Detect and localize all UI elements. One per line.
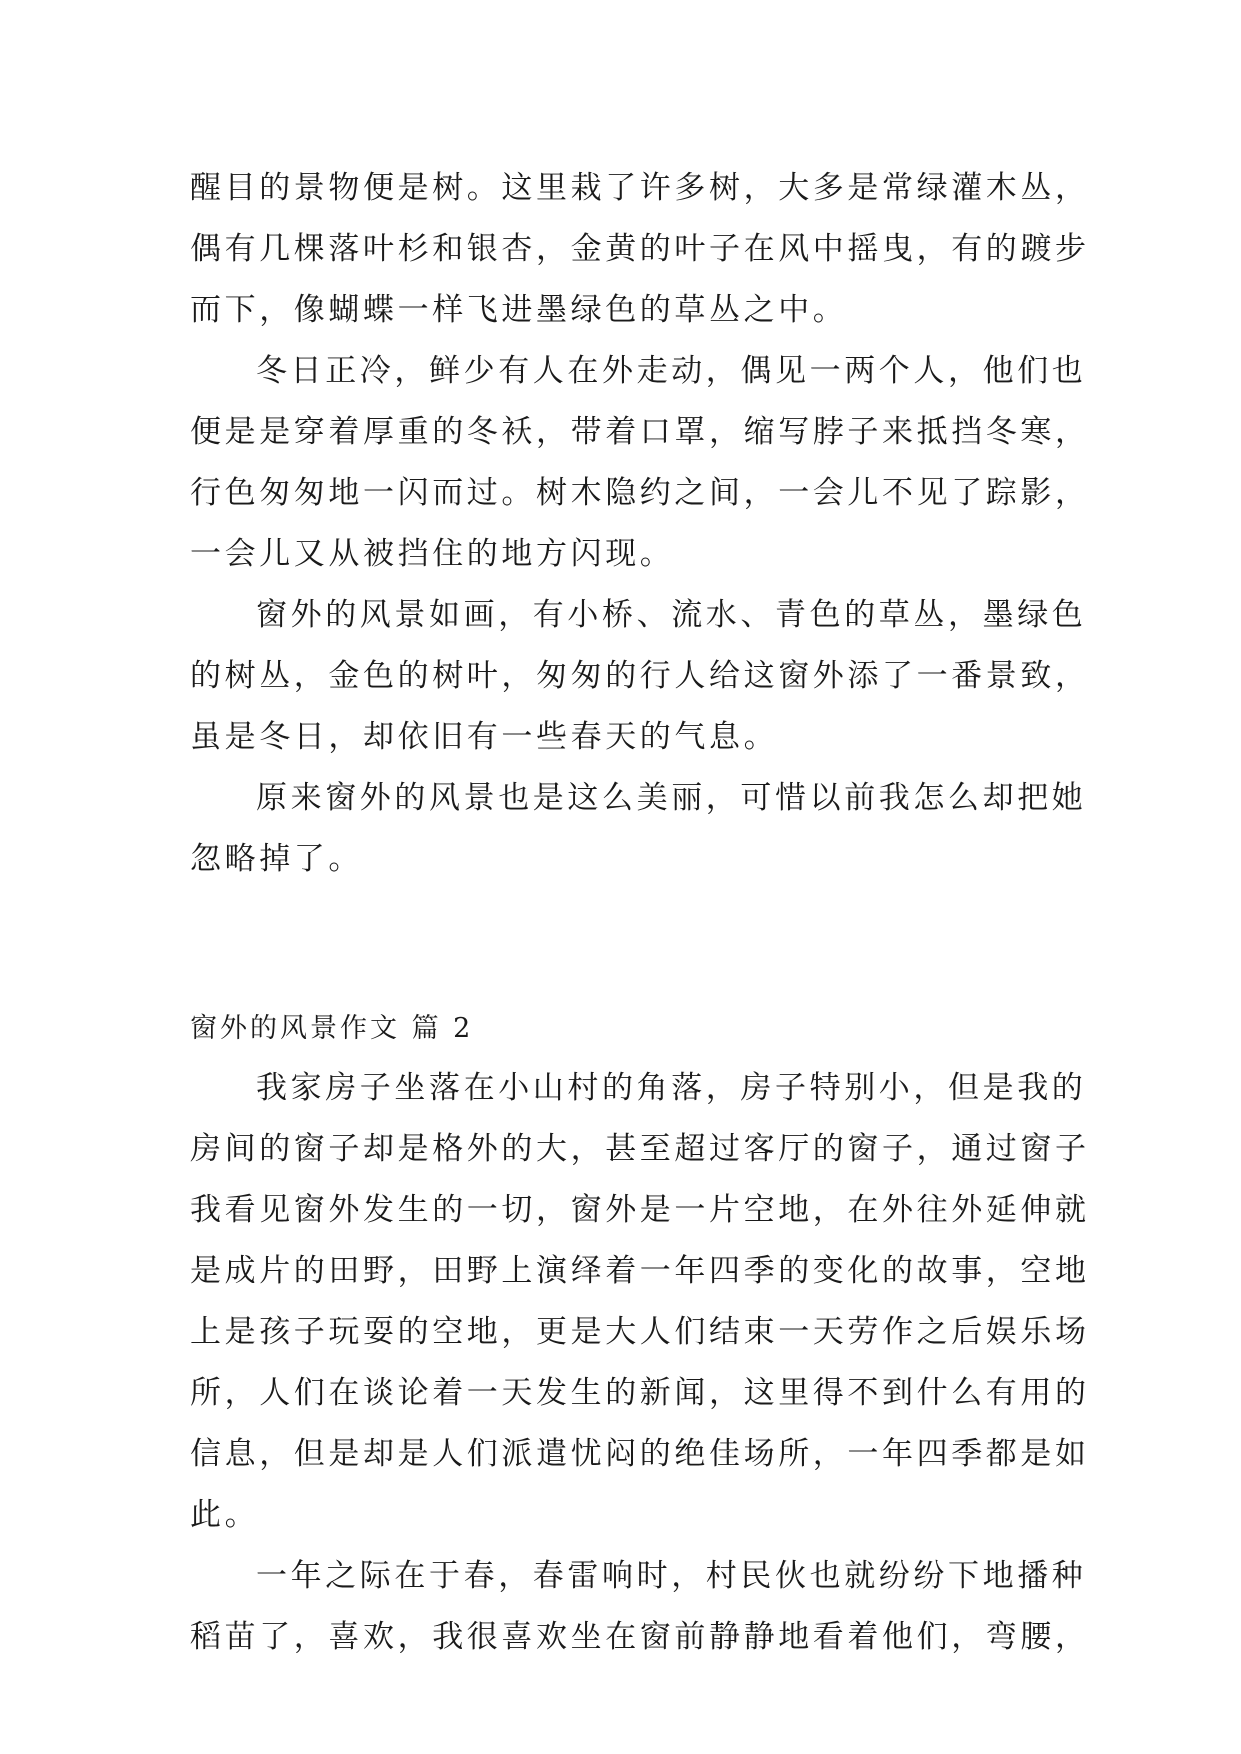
text-line: 所，人们在谈论着一天发生的新闻，这里得不到什么有用的 — [190, 1375, 1090, 1411]
paragraph — [190, 341, 1090, 585]
text-line: 虽是冬日，却依旧有一些春天的气息。 — [190, 719, 779, 755]
paragraph — [190, 158, 1090, 341]
text-line: 而下，像蝴蝶一样飞进墨绿色的草丛之中。 — [190, 292, 848, 328]
text-line: 房间的窗子却是格外的大，甚至超过客厅的窗子，通过窗子 — [190, 1131, 1090, 1167]
text-line: 我家房子坐落在小山村的角落，房子特别小，但是我的 — [256, 1070, 1087, 1106]
text-line: 忽略掉了。 — [190, 841, 363, 877]
paragraph — [190, 1546, 1090, 1668]
text-line: 冬日正冷，鲜少有人在外走动，偶见一两个人，他们也 — [256, 353, 1087, 389]
text-line: 行色匆匆地一闪而过。树木隐约之间，一会儿不见了踪影， — [190, 475, 1090, 511]
text-line: 一会儿又从被挡住的地方闪现。 — [190, 536, 675, 572]
text-line: 稻苗了，喜欢，我很喜欢坐在窗前静静地看着他们，弯腰， — [190, 1619, 1090, 1655]
text-line: 此。 — [190, 1497, 260, 1533]
essay-section-2 — [190, 1000, 1090, 1668]
text-line: 的树丛，金色的树叶，匆匆的行人给这窗外添了一番景致， — [190, 658, 1090, 694]
paragraph — [190, 1058, 1090, 1546]
text-line: 便是是穿着厚重的冬袄，带着口罩，缩写脖子来抵挡冬寒， — [190, 414, 1090, 450]
paragraph — [190, 768, 1087, 890]
section-heading: 窗外的风景作文 篇 2 — [190, 1013, 474, 1044]
text-line: 偶有几棵落叶杉和银杏，金黄的叶子在风中摇曳，有的踱步 — [190, 231, 1090, 267]
text-line: 上是孩子玩耍的空地，更是大人们结束一天劳作之后娱乐场 — [190, 1314, 1090, 1350]
text-line: 是成片的田野，田野上演绎着一年四季的变化的故事，空地 — [190, 1253, 1090, 1289]
paragraph — [190, 585, 1090, 768]
text-line: 窗外的风景如画，有小桥、流水、青色的草丛，墨绿色 — [256, 597, 1087, 633]
text-line: 信息，但是却是人们派遣忧闷的绝佳场所，一年四季都是如 — [190, 1436, 1090, 1472]
text-line: 原来窗外的风景也是这么美丽，可惜以前我怎么却把她 — [256, 780, 1087, 816]
text-line: 我看见窗外发生的一切，窗外是一片空地，在外往外延伸就 — [190, 1192, 1090, 1228]
text-line: 醒目的景物便是树。这里栽了许多树，大多是常绿灌木丛， — [190, 170, 1090, 206]
essay-section-1 — [190, 158, 1090, 890]
text-line: 一年之际在于春，春雷响时，村民伙也就纷纷下地播种 — [256, 1558, 1087, 1594]
section-gap — [190, 890, 1060, 1000]
document-body — [190, 158, 1090, 1668]
